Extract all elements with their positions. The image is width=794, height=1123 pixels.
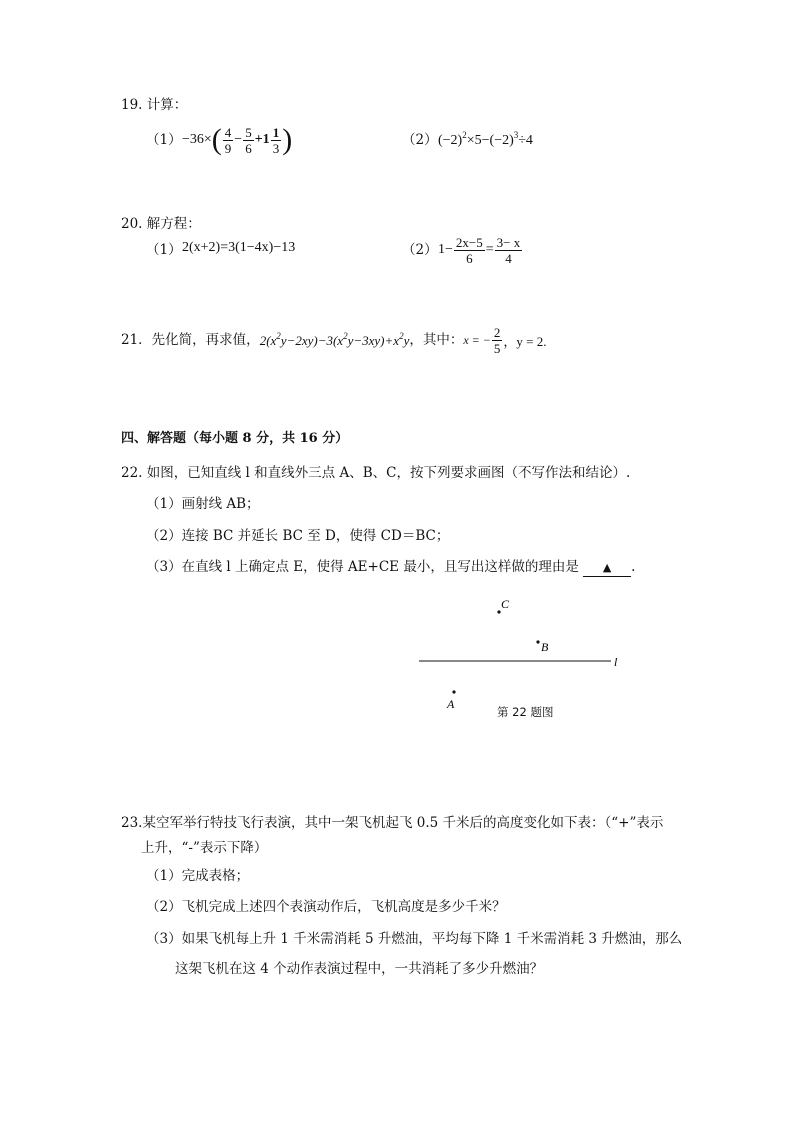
label-b: B bbox=[541, 640, 549, 654]
q21-expression: $2(x^2y-2xy)-3(x^2y-3xy)+x^2y$ bbox=[259, 331, 410, 348]
q22-stem: 22. 如图，已知直线 l 和直线外三点 A、B、C，按下列要求画图（不写作法和结论）. bbox=[121, 465, 631, 481]
q22-step2: （2）连接 BC 并延长 BC 至 D，使得 CD＝BC； bbox=[146, 528, 450, 544]
q23-step3-line1: （3）如果飞机每上升 1 千米需消耗 5 升燃油，平均每下降 1 千米需消耗 3 升燃油，那么 bbox=[146, 931, 683, 947]
q20-part1-label: （1） bbox=[146, 242, 182, 258]
fraction-4-9: $\frac{4}{9}$ bbox=[224, 124, 232, 156]
q23-step1: （1）完成表格； bbox=[146, 868, 250, 884]
minus-sign: − bbox=[234, 132, 243, 147]
answer-blank[interactable]: ▲ bbox=[583, 559, 631, 577]
q22-figure-caption: 第 22 题图 bbox=[497, 705, 554, 719]
q19-part2-label: （2） bbox=[402, 132, 438, 148]
fraction-5-6: $\frac{5}{6}$ bbox=[245, 124, 252, 156]
q21-y-value: ，y = 2. bbox=[503, 333, 547, 349]
q23-stem-line2: 上升，“-”表示下降） bbox=[141, 840, 268, 856]
q21-x-value: x = − bbox=[463, 332, 491, 347]
right-paren: ) bbox=[282, 123, 293, 156]
q23-stem-line1: 23.某空军举行特技飞行表演，其中一架飞机起飞 0.5 千米后的高度变化如下表：（“+”表示 bbox=[121, 815, 664, 831]
point-a bbox=[452, 690, 455, 693]
fraction-2x-5-over-6: $\frac{2x-5}{6}$ bbox=[455, 234, 483, 266]
q23-step3-line2: 这架飞机在这 4 个动作表演过程中，一共消耗了多少升燃油？ bbox=[175, 961, 544, 977]
fraction-3-x-over-4: $\frac{3- x}{4}$ bbox=[496, 234, 521, 266]
fraction-1-3: $\frac{1}{3}$ bbox=[272, 124, 280, 156]
q21-line bbox=[121, 322, 546, 358]
q20-title: 20. 解方程： bbox=[121, 216, 201, 232]
q22-step1: （1）画射线 AB； bbox=[146, 496, 260, 512]
q21-mid: ，其中： bbox=[409, 332, 464, 348]
q19-part2-expr: $(-2)^2\times 5-(-2)^3\div 4$ bbox=[438, 130, 533, 148]
label-c: C bbox=[501, 597, 510, 611]
q23-step2: （2）飞机完成上述四个表演动作后，飞机高度是多少千米？ bbox=[146, 899, 506, 915]
label-a: A bbox=[447, 697, 455, 711]
fraction-2-5: $\frac{2}{5}$ bbox=[493, 324, 501, 356]
q20-part2-expr: 1− $\frac{2x-5}{6}$ = $\frac{3- x}{4}$ bbox=[438, 234, 521, 266]
q19-p1-prefix: −36× bbox=[182, 132, 212, 147]
q19-title: 19. 计算： bbox=[121, 97, 188, 113]
q19-part1-label: （1） bbox=[146, 132, 182, 148]
left-paren: ( bbox=[211, 123, 222, 156]
q21-lead: 21．先化简，再求值， bbox=[121, 332, 260, 348]
section-heading: 四、解答题（每小题 8 分，共 16 分） bbox=[121, 431, 349, 446]
plus-one: +1 bbox=[254, 132, 270, 147]
q20-part2-label: （2） bbox=[402, 242, 438, 258]
point-b bbox=[536, 640, 539, 643]
q20-part1-expr: 2(x+2)=3(1−4x)−13 bbox=[182, 240, 296, 255]
q19-part1-expr bbox=[182, 120, 292, 160]
q22-step3: （3）在直线 l 上确定点 E，使得 AE+CE 最小，且写出这样做的理由是 ▲ . bbox=[146, 559, 636, 575]
label-l: l bbox=[614, 655, 618, 669]
